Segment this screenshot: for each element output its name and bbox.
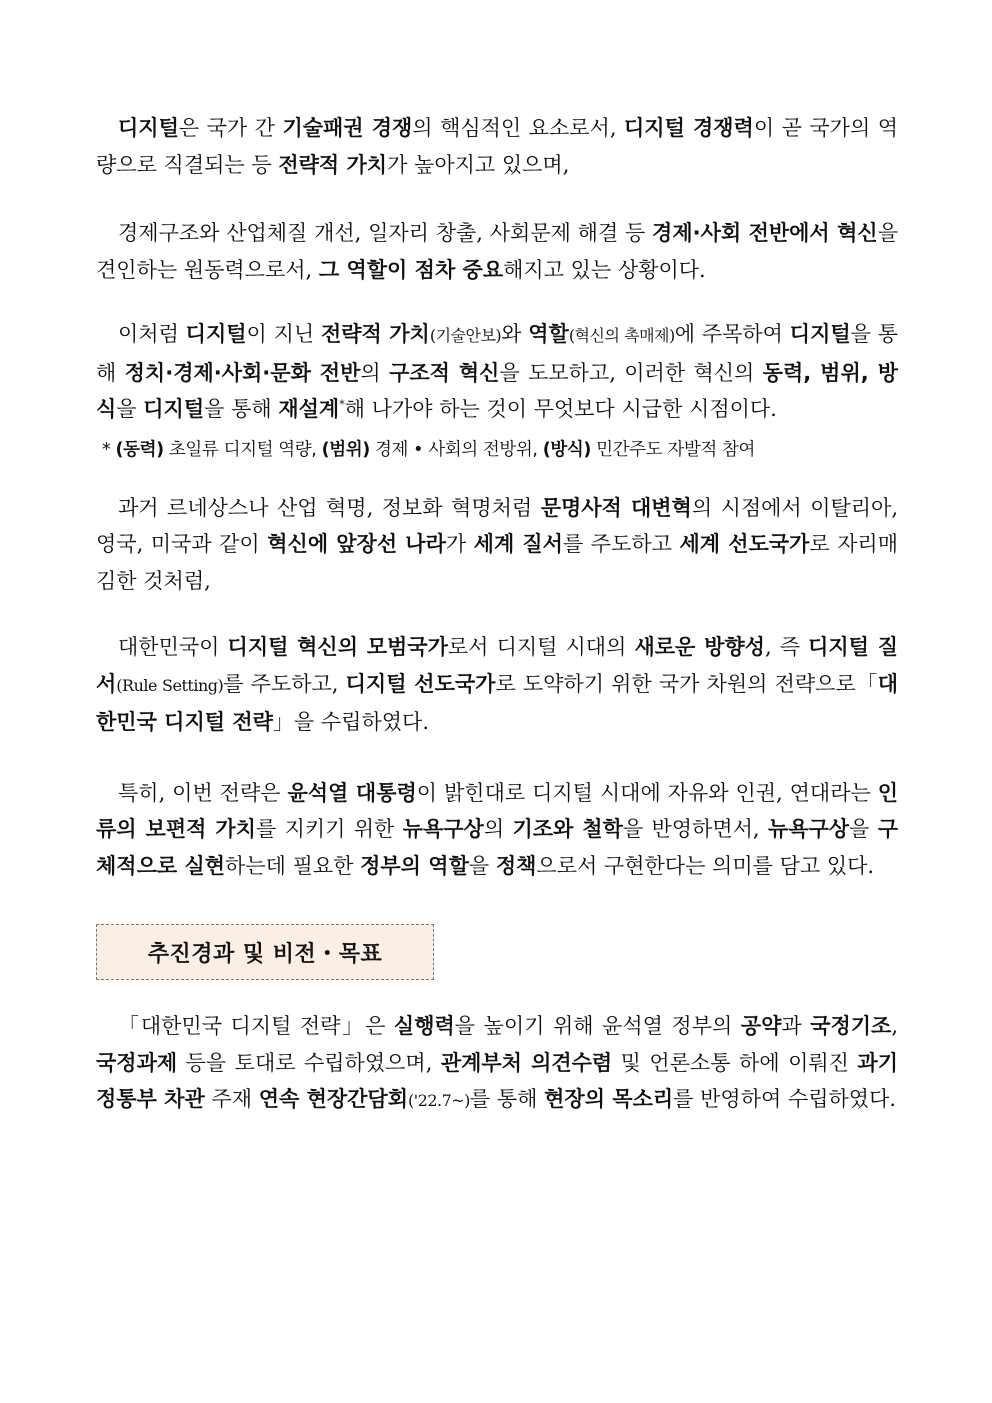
body-text: 이 곧 국가의 역량으로 직결되는 등	[96, 116, 899, 177]
body-text: 과	[781, 1014, 811, 1038]
emphasis-text: 동력, 범위, 방식	[96, 360, 898, 421]
body-text: 로 자리매김한 것처럼,	[96, 532, 899, 593]
body-text: 가 높아지고 있으며,	[387, 152, 570, 177]
body-text: 을 반영하면서,	[622, 817, 768, 841]
body-text: 은 국가 간	[178, 116, 283, 140]
emphasis-text: 기술패권 경쟁	[282, 116, 413, 140]
body-text: 를 지키기 위한	[255, 817, 403, 841]
emphasis-text: 세계 선도국가	[679, 532, 810, 556]
emphasis-text: 문명사적 대변혁	[540, 495, 692, 520]
emphasis-text: 디지털	[118, 116, 179, 140]
body-text: 하는데 필요한	[225, 853, 361, 878]
emphasis-text: 디지털	[185, 322, 247, 346]
body-text: 가	[445, 532, 474, 556]
body-text: *	[102, 439, 116, 460]
body-text: 를 통해	[469, 1087, 545, 1111]
paragraph-digital-competitiveness	[96, 110, 898, 183]
emphasis-text: 정치·경제·사회·문화 전반	[124, 360, 361, 385]
emphasis-text: 대한민국 디지털 전략	[96, 671, 898, 734]
body-text: ,	[891, 1014, 899, 1038]
body-text: 을	[116, 397, 144, 421]
paragraph-strategy-process	[96, 1008, 898, 1120]
body-text: 이처럼	[118, 322, 186, 346]
body-text: 의 시점에서 이탈리아, 영국, 미국과 같이	[96, 495, 899, 556]
emphasis-text: 정부의 역할	[360, 853, 469, 878]
body-text: 로서 디지털 시대의	[447, 635, 635, 659]
emphasis-text: 윤석열 대통령	[287, 780, 417, 805]
emphasis-text: 디지털	[143, 397, 205, 421]
body-text: (혁신의 촉매제)	[568, 326, 675, 345]
emphasis-text: 구체적으로 실현	[96, 817, 898, 878]
emphasis-text: 디지털 혁신의 모범국가	[227, 635, 448, 659]
body-text: 경제구조와 산업체질 개선, 일자리 창출, 사회문제 해결 등	[118, 221, 653, 245]
paragraph-new-york-initiative	[96, 775, 898, 885]
emphasis-text: 연속 현장간담회	[258, 1087, 408, 1111]
body-text: 과거 르네상스나 산업 혁명, 정보화 혁명처럼	[118, 495, 541, 520]
body-text: 대한민국이	[118, 635, 228, 659]
body-text: 이 지닌	[246, 322, 321, 346]
emphasis-text: 인류의 보편적 가치	[96, 780, 899, 841]
body-text: (Rule Setting)	[116, 675, 224, 695]
body-text: 」을 수립하였다.	[272, 710, 429, 734]
body-text: 이 밝힌대로 디지털 시대에 자유와 인권, 연대라는	[416, 780, 878, 805]
emphasis-text: 기조와 철학	[512, 817, 623, 841]
emphasis-text: (동력)	[115, 439, 164, 460]
emphasis-text: 전략적 가치	[320, 322, 430, 346]
body-text: 해지고 있는 상황이다.	[503, 257, 706, 282]
body-text: 을 통해	[204, 397, 279, 421]
body-text: 민간주도 자발적 참여	[590, 439, 756, 460]
body-text: 주재	[204, 1087, 259, 1111]
body-text: 을 견인하는 원동력으로서,	[96, 221, 898, 282]
body-text: 를 주도하고	[562, 532, 680, 556]
body-text: 을 도모하고, 이러한 혁신의	[499, 360, 763, 385]
body-text: 및 언론소통 하에 이뤄진	[612, 1050, 858, 1075]
emphasis-text: 정책	[495, 853, 537, 878]
section-heading-box	[96, 924, 434, 980]
body-text: 「대한민국 디지털 전략」은	[118, 1014, 394, 1038]
emphasis-text: 실행력	[393, 1014, 455, 1038]
footnote-redesign	[102, 436, 898, 464]
paragraph-historical-revolutions	[96, 490, 898, 600]
emphasis-text: 국정기조	[810, 1014, 892, 1038]
body-text: 의	[483, 817, 513, 841]
emphasis-text: 디지털 질서	[96, 635, 898, 696]
emphasis-text: 뉴욕구상	[402, 817, 484, 841]
emphasis-text: 과기정통부 차관	[96, 1050, 898, 1111]
paragraph-strategic-value	[96, 316, 898, 428]
body-text: 에 주목하여	[674, 322, 790, 346]
body-text: ('22.7~)	[408, 1091, 470, 1110]
emphasis-text: 뉴욕구상	[767, 817, 850, 841]
emphasis-text: 관계부처 의견수렴	[440, 1050, 613, 1075]
body-text: 의 핵심적인 요소로서,	[412, 116, 624, 140]
body-text: 의	[360, 360, 390, 385]
body-text: 와	[501, 322, 529, 346]
body-text: 로 도약하기 위한 국가 차원의 전략으로「	[495, 671, 878, 696]
body-text: 를 반영하여 수립하였다.	[673, 1087, 897, 1111]
document-page	[96, 110, 898, 1120]
body-text: 초일류 디지털 역량,	[163, 439, 322, 460]
emphasis-text: 디지털 경쟁력	[624, 116, 754, 140]
emphasis-text: 전략적 가치	[278, 152, 388, 177]
body-text: 특히, 이번 전략은	[118, 780, 288, 805]
emphasis-text: 혁신에 앞장선 나라	[267, 532, 446, 556]
emphasis-text: 재설계	[278, 397, 340, 421]
emphasis-text: 새로운 방향성	[634, 635, 765, 659]
emphasis-text: 현장의 목소리	[544, 1087, 674, 1111]
body-text: , 즉	[764, 635, 809, 659]
emphasis-text: 그 역할이 점차 중요	[318, 257, 504, 282]
emphasis-text: 역할	[528, 322, 569, 346]
body-text: 등을 토대로 수립하였으며,	[177, 1050, 441, 1075]
body-text: 해 나가야 하는 것이 무엇보다 시급한 시점이다.	[344, 397, 777, 421]
body-text: (기술안보)	[429, 326, 502, 345]
emphasis-text: 공약	[740, 1014, 782, 1038]
emphasis-text: 구조적 혁신	[389, 360, 500, 385]
body-text: 을	[849, 817, 878, 841]
emphasis-text: 디지털	[789, 322, 851, 346]
emphasis-text: 디지털 선도국가	[345, 671, 496, 696]
emphasis-text: 세계 질서	[473, 532, 563, 556]
emphasis-text: 국정과제	[96, 1050, 178, 1075]
section-heading: 추진경과 및 비전・목표	[147, 941, 383, 967]
body-text: 을 통해	[96, 322, 899, 385]
body-text: 를 주도하고,	[223, 671, 346, 696]
body-text: 으로서 구현한다는 의미를 담고 있다.	[536, 853, 875, 878]
paragraph-economic-innovation	[96, 215, 898, 288]
body-text: 을 높이기 위해 윤석열 정부의	[454, 1014, 741, 1038]
body-text: 경제 • 사회의 전방위,	[369, 439, 543, 460]
emphasis-text: 경제·사회 전반에서 혁신	[652, 221, 878, 245]
footnote-marker: *	[339, 398, 345, 411]
body-text: 을	[468, 853, 496, 878]
emphasis-text: (방식)	[542, 439, 591, 460]
paragraph-korea-model-nation	[96, 629, 898, 741]
emphasis-text: (범위)	[321, 439, 370, 460]
